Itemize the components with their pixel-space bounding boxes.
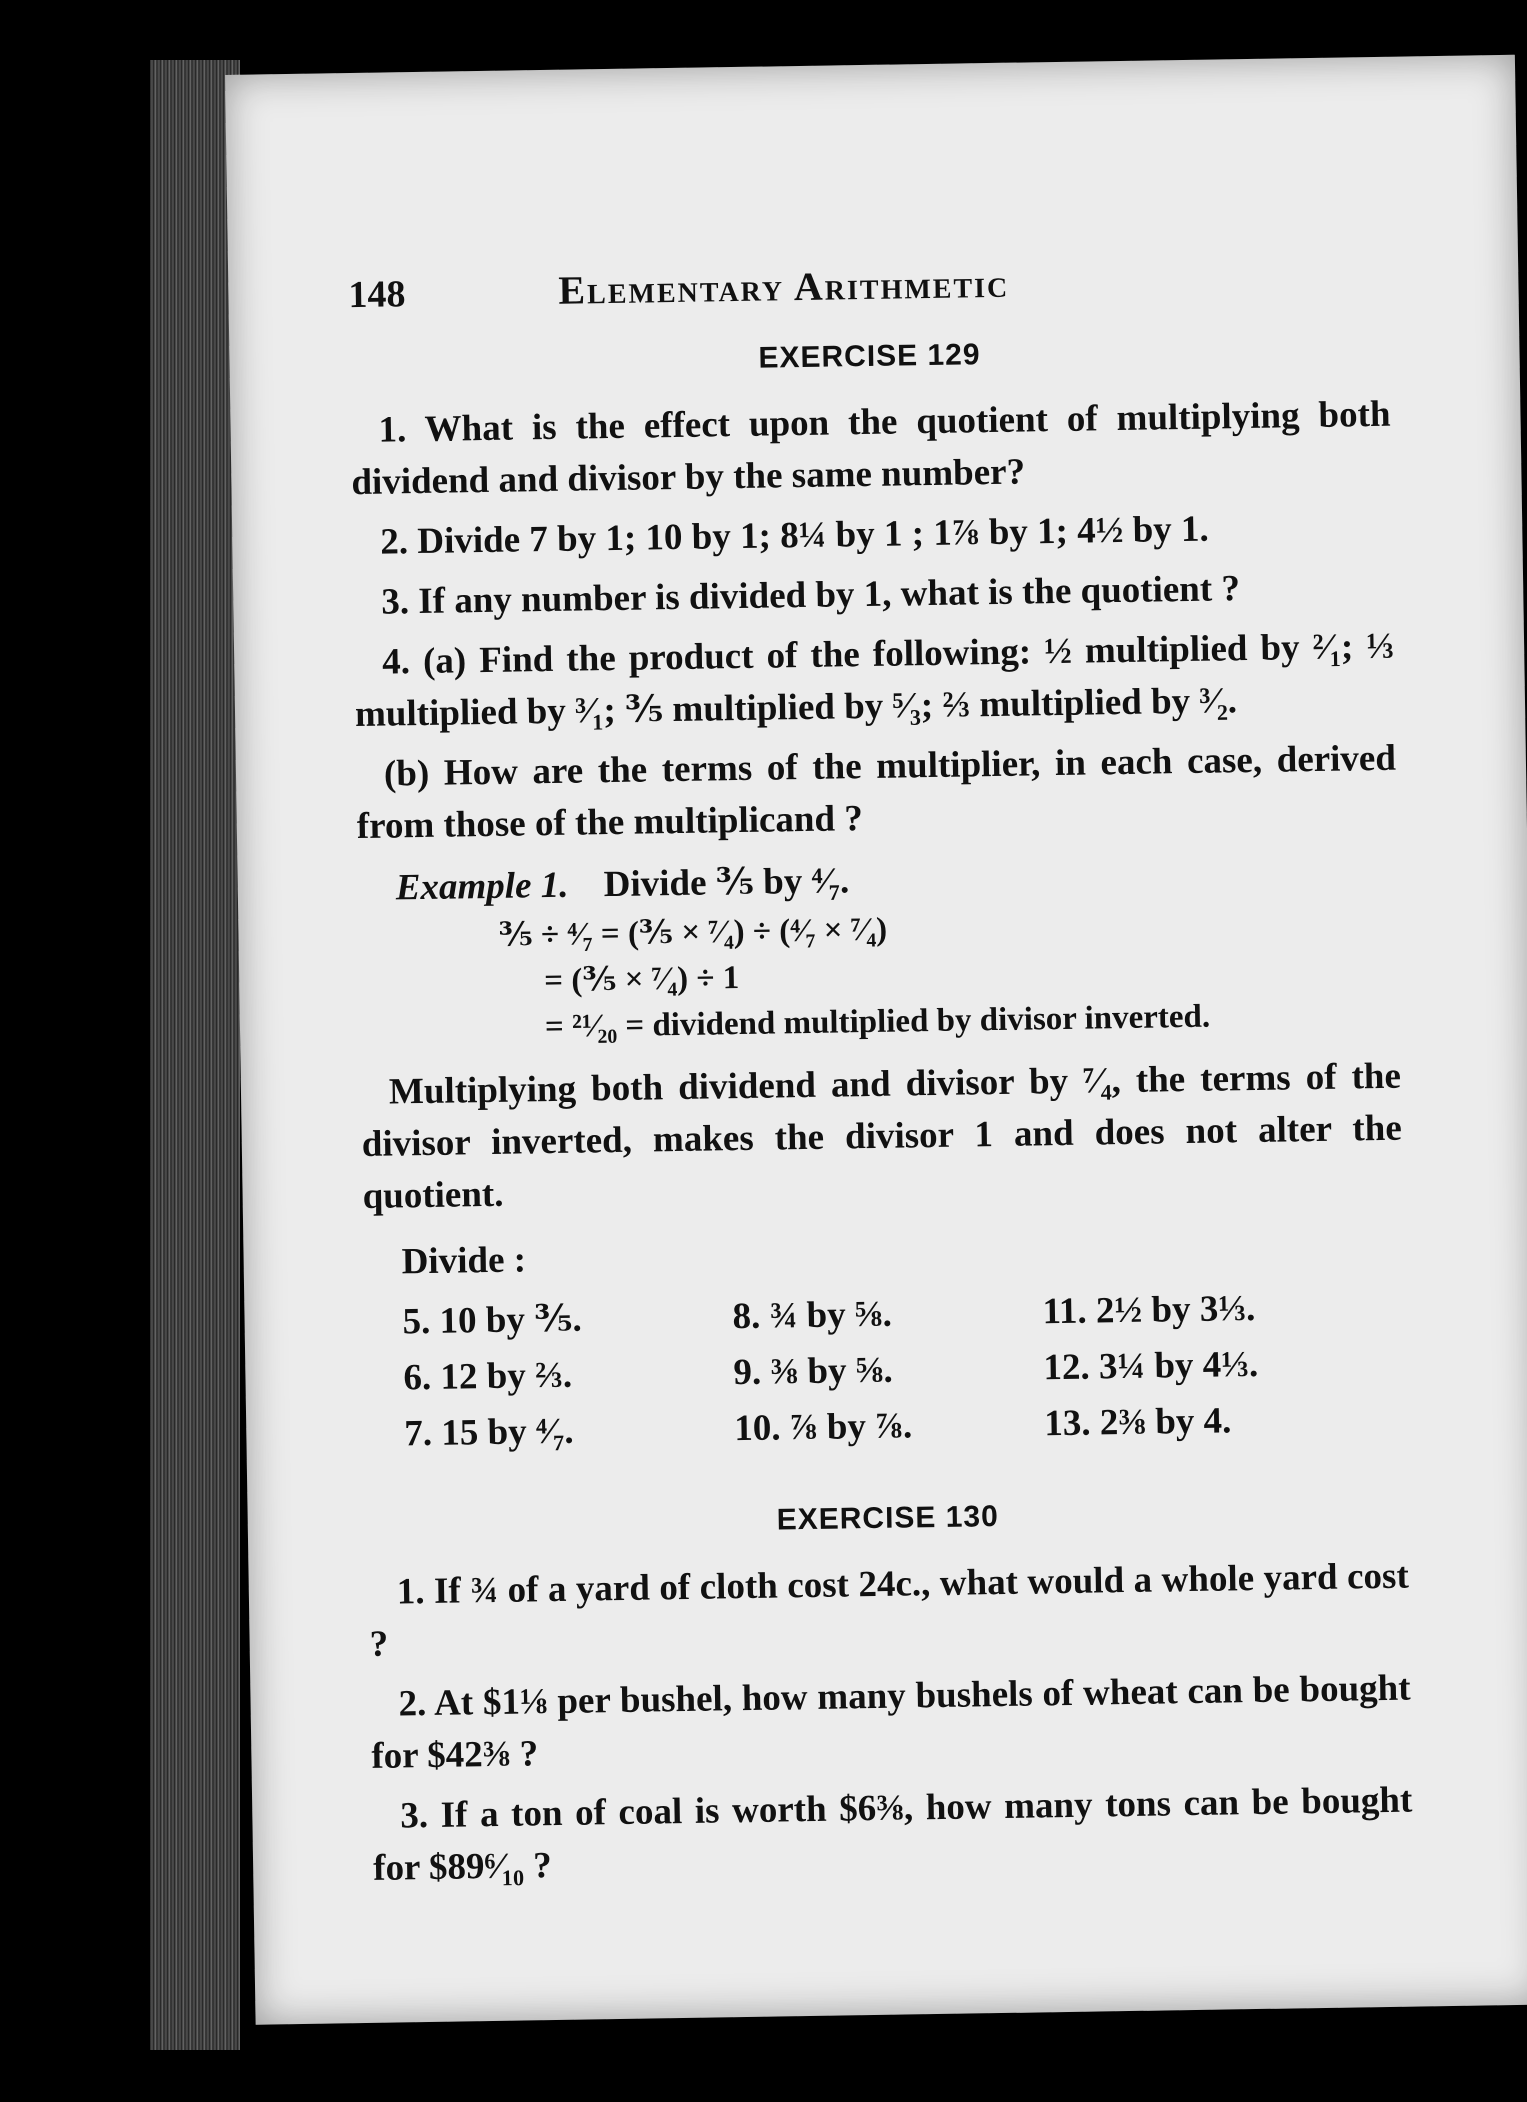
example-text: Divide ⅗ by ⁴⁄₇. (603, 860, 850, 906)
ex129-question-1: 1. What is the effect upon the quotient of multiplying both dividend and divisor by the same number? (351, 393, 1391, 504)
problem-9: 9. ⅜ by ⅝. (733, 1349, 894, 1394)
problem-12: 12. 3¼ by 4⅓. (1043, 1343, 1259, 1389)
problem-6: 6. 12 by ⅔. (403, 1354, 573, 1399)
problem-5: 5. 10 by ⅗. (402, 1298, 583, 1343)
ex129-question-4a: 4. (a) Find the product of the following: ½ multiplied by ²⁄₁; ⅓ multiplied by ³⁄₁; ⅗ multiplied by ⁵⁄₃; ⅔ multiplied by ³⁄₂. (354, 625, 1395, 736)
problem-8: 8. ¾ by ⅝. (732, 1293, 893, 1338)
exercise-129-title: EXERCISE 129 (758, 338, 981, 375)
ex130-question-3: 3. If a ton of coal is worth $6⅜, how many tons can be bought for $89⁶⁄₁₀ ? (372, 1779, 1413, 1889)
problem-10: 10. ⅞ by ⅞. (734, 1405, 913, 1450)
book-page-edges (150, 60, 240, 2050)
page-content (348, 252, 1414, 1903)
equation-line-2: = (⅗ × ⁷⁄₄) ÷ 1 (543, 960, 740, 1000)
ex129-question-4b: (b) How are the terms of the multiplier, in each case, derived from those of the multiplicand ? (356, 737, 1397, 848)
division-problems (402, 1281, 1406, 1461)
ex130-question-2: 2. At $1⅛ per bushel, how many bushels of wheat can be bought for $42⅜ ? (371, 1667, 1411, 1777)
exercise-130-title: EXERCISE 130 (776, 1500, 1000, 1537)
explanation-paragraph: Multiplying both dividend and divisor by ⁷⁄₄, the terms of the divisor inverted, makes the divisor 1 and does not alter the quotient. (361, 1055, 1403, 1217)
page-number: 148 (348, 273, 406, 317)
page-header (348, 252, 1389, 321)
running-title: Elementary Arithmetic (558, 260, 1010, 313)
divide-label: Divide : (401, 1239, 527, 1283)
equation-line-3: = ²¹⁄₂₀ = dividend multiplied by divisor inverted. (544, 998, 1211, 1046)
problem-13: 13. 2⅜ by 4. (1043, 1400, 1232, 1445)
ex129-question-3: 3. If any number is divided by 1, what is the quotient ? (380, 568, 1241, 623)
problem-7: 7. 15 by ⁴⁄₇. (404, 1410, 574, 1455)
equation-line-1: ⅗ ÷ ⁴⁄₇ = (⅗ × ⁷⁄₄) ÷ (⁴⁄₇ × ⁷⁄₄) (498, 911, 888, 954)
example-label: Example 1. (395, 864, 569, 909)
problem-11: 11. 2½ by 3⅓. (1042, 1287, 1256, 1333)
ex130-question-1: 1. If ¾ of a yard of cloth cost 24c., what would a whole yard cost ? (369, 1555, 1410, 1665)
ex129-question-2: 2. Divide 7 by 1; 10 by 1; 8¼ by 1 ; 1⅞ by 1; 4½ by 1. (380, 508, 1210, 563)
book-page (225, 55, 1527, 2025)
